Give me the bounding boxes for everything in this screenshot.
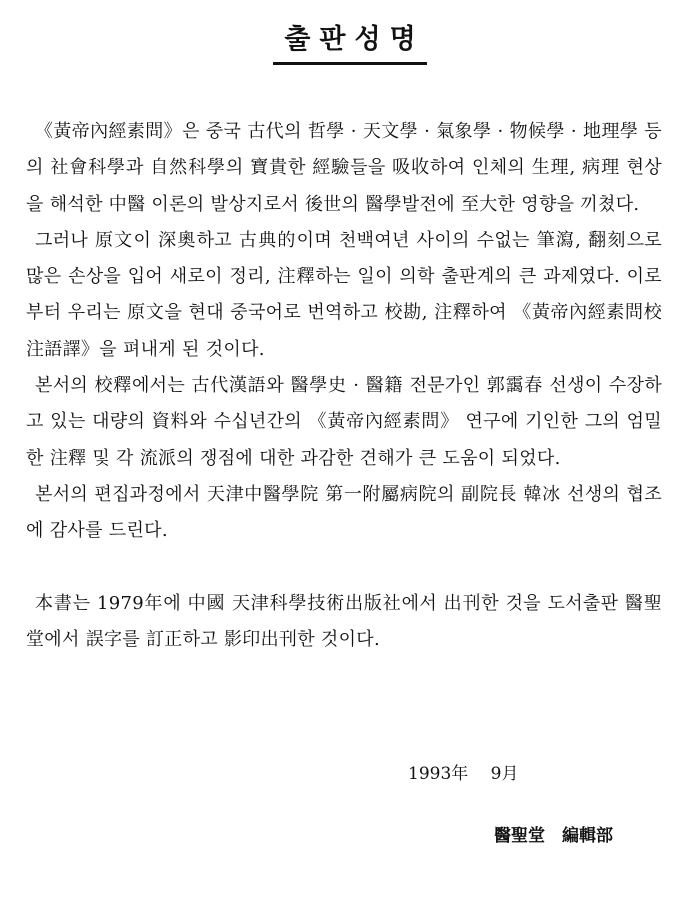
paragraph-2: 그러나 原文이 深奧하고 古典的이며 천백여년 사이의 수없는 筆瀉, 翻刻으로 많은 손상을 입어 새로이 정리, 注釋하는 일이 의학 출판계의 큰 과제였다. 이로부터 우리는 原文을 현대 중국어로 번역하고 校勘, 注釋하여 《黃帝內經素問校注語譯》을 펴내게 된 것이다.	[26, 229, 662, 360]
title-block	[0, 22, 700, 65]
publication-date: 1993年 9月	[408, 764, 519, 784]
paragraph-1: 《黃帝內經素問》은 중국 古代의 哲學 · 天文學 · 氣象學 · 物候學 · 地理學 등의 社會科學과 自然科學의 寶貴한 經驗들을 吸收하여 인체의 生理, 病理 현상을 해석한 中醫 이론의 발상지로서 後世의 醫學발전에 至大한 영향을 끼쳤다.	[26, 121, 662, 215]
body-text	[26, 114, 662, 658]
paragraph-4: 본서의 편집과정에서 天津中醫學院 第一附屬病院의 副院長 韓冰 선생의 협조에 감사를 드린다.	[26, 483, 662, 542]
paragraph-5: 本書는 1979年에 中國 天津科學技術出版社에서 出刊한 것을 도서출판 醫聖堂에서 誤字를 訂正하고 影印出刊한 것이다.	[26, 592, 662, 650]
paragraph-3: 본서의 校釋에서는 古代漢語와 醫學史 · 醫籍 전문가인 郭靄春 선생이 수장하고 있는 대량의 資料와 수십년간의 《黃帝內經素問》 연구에 기인한 그의 엄밀한 注釋 및 각 流派의 쟁점에 대한 과감한 견해가 큰 도움이 되었다.	[26, 375, 662, 469]
page-title: 출판성명	[273, 22, 426, 65]
publisher-signature: 醫聖堂 編輯部	[494, 826, 613, 846]
